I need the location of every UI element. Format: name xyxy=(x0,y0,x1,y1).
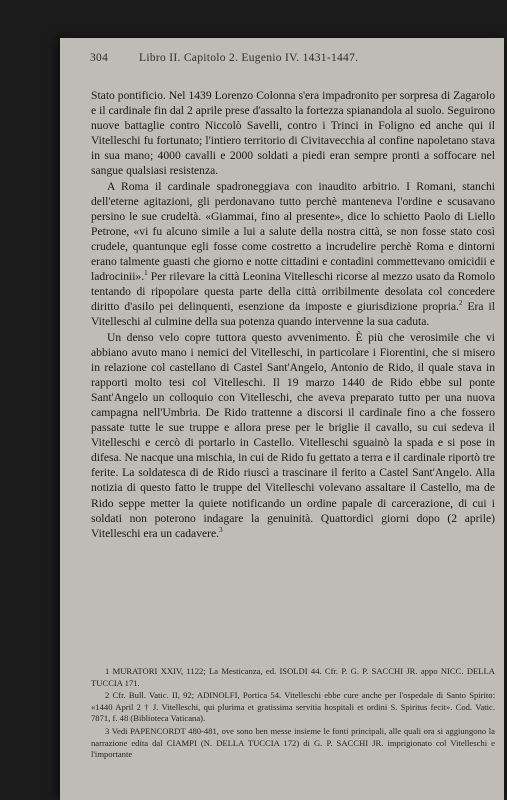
header-title: Libro II. Capitolo 2. Eugenio IV. 1431-1447. xyxy=(139,52,359,64)
main-text xyxy=(91,88,495,541)
paragraph: Un denso velo copre tuttora questo avvenimento. È più che verosimile che vi abbiano avuto mano i nemici del Vitelleschi, in particolare i Fiorentini, che si misero in relazione col castellano di Castel Sant'Angelo, Antonio de Rido, il quale stava in rapporti molto tesi col Vitelleschi. Il 19 marzo 1440 de Rido ebbe sul ponte Sant'Angelo un colloquio con Vitelleschi, che aveva preparato tutto per una nuova campagna nell'Umbria. De Rido trattenne a discorsi il cardinale fino a che fossero passate tutte le sue truppe e allora prese per le briglie il cavallo, su cui sedeva il Vitelleschi e cercò di portarlo in Castello. Vitelleschi sguainò la spada e si pose in difesa. Ne nacque una mischia, in cui de Rido fu gettato a terra e il cardinale riportò tre ferite. La soldatesca di de Rido riuscì a trascinare il ferito a Castel Sant'Angelo. Alla notizia di questo fatto le truppe del Vitelleschi volevano assaltare il Castello, ma de Rido seppe metter la quiete notificando un ordine papale di carcerazione, di cui i soldati non poterono indagare la genuinità. Quattordici giorni dopo (2 aprile) Vitelleschi era un cadavere.$^3$ xyxy=(91,330,496,540)
paragraph: Stato pontificio. Nel 1439 Lorenzo Colonna s'era impadronito per sorpresa di Zagarolo e il cardinale fin dal 2 aprile prese d'assalto la fortezza spianandola al suolo. Seguirono nuove battaglie contro Niccolò Savelli, contro i Trinci in Foligno ed anche qui il Vitelleschi fu fortunato; l'intiero territorio di Civitavecchia al confine napoletano stava in sua mano; 4000 cavalli e 2000 soldati a piedi eran sempre pronti a soffocare nel sangue qualsiasi resistenza. xyxy=(91,89,495,178)
footnote: 1 MURATORI XXIV, 1122; La Mesticanza, ed. ISOLDI 44. Cfr. P. G. P. SACCHI JR. appo NICC. DELLA TUCCIA 171. xyxy=(91,666,495,688)
page-number: 304 xyxy=(90,52,109,64)
footnote-ref: 3 xyxy=(219,525,223,534)
footnote-ref: 2 xyxy=(458,299,463,308)
footnotes xyxy=(91,666,495,762)
footnote: 2 Cfr. Bull. Vatic. II, 92; ADINOLFI, Portica 54. Vitelleschi ebbe cure anche per l'ospedale di Santo Spirito: «1440 April 2 † J. Vitelleschi, qui plurima et gratissima servitia hospitali et ordini S. Spiritus fecit». Cod. Vatic. 7871, f. 48 (Biblioteca Vaticana). xyxy=(91,690,495,724)
footnote: 3 Vedi PAPENCORDT 480-481, ove sono ben messe insieme le fonti principali, alle quali ora si aggiungono la narrazione edita dal CIAMPI (N. DELLA TUCCIA 172) di G. P. SACCHI JR. imprigionato col Vitelleschi e l'importante xyxy=(91,725,495,760)
running-header xyxy=(87,52,487,70)
book-page xyxy=(60,38,504,800)
footnote-ref: 1 xyxy=(144,269,148,278)
paragraph: A Roma il cardinale spadroneggiava con inaudito arbitrio. I Romani, stanchi dell'eterne agitazioni, gli perdonavano tutto perchè manteneva l'ordine e scusavano persino le sue crudeltà. «Giammai, fino al presente», dice lo schietto Paolo di Liello Petrone, «vi fu alcuno simile a lui a salute della nostra città, se non fosse stato così crudele, quantunque egli fosse come costretto a incrudelire perchè Roma e dintorni erano talmente guasti che giorno e notte cittadini e contadini commettevano omicidii e ladrocinii».$^1$ Per rilevare la città Leonina Vitelleschi ricorse al mezzo usato da Romolo tentando di ripopolare questa parte della città orribilmente desolata col concedere diritto d'asilo pei delinquenti, esenzione da imposte e giurisdizione propria.$^2$ Era il Vitelleschi al culmine della sua potenza quando intervenne la sua caduta. xyxy=(91,179,496,329)
